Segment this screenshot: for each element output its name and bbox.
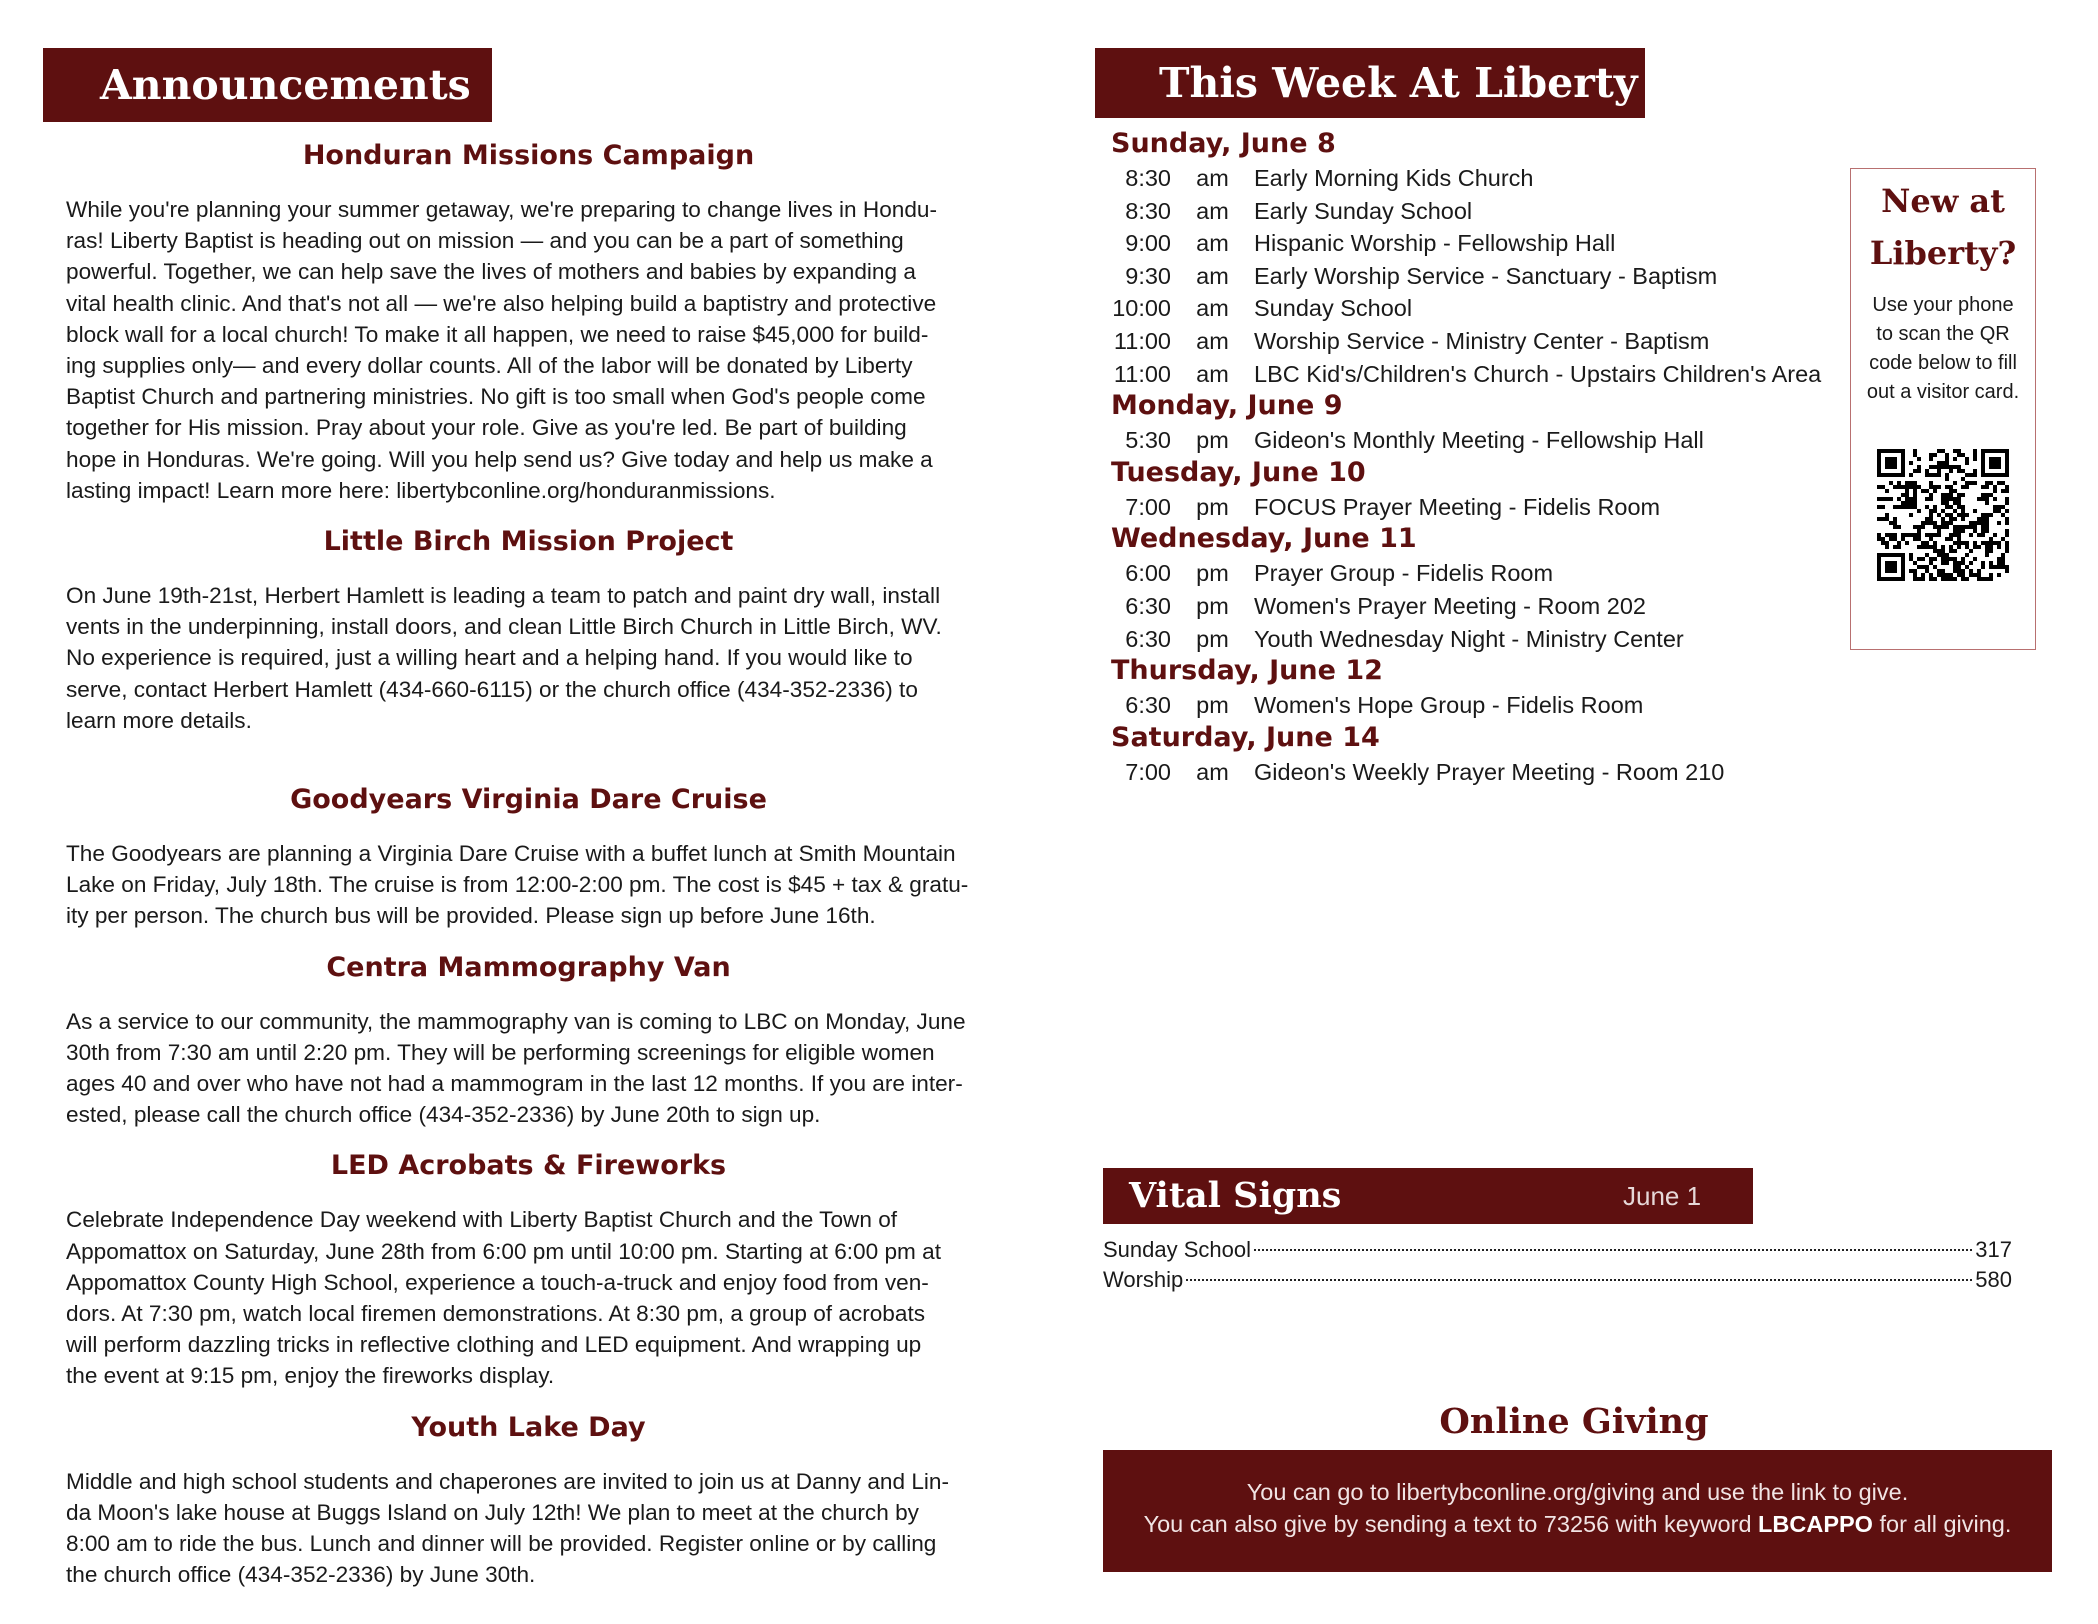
qr-code-icon[interactable] <box>1877 449 2009 581</box>
event-title: Early Morning Kids Church <box>1254 165 1534 191</box>
event-time: 7:00 <box>1125 493 1171 520</box>
vital-label: Worship <box>1103 1267 1184 1292</box>
event-time: 6:30 <box>1125 692 1171 719</box>
announcement-body <box>66 1006 991 1131</box>
announcement-body <box>66 1466 991 1591</box>
event-ampm: am <box>1196 327 1229 354</box>
announcement-line: No experience is required, just a willing heart and a helping hand. If you would like to <box>66 645 913 671</box>
leader-dots <box>1186 1279 1972 1281</box>
announcement-line: powerful. Together, we can help save the lives of mothers and babies by expanding a <box>66 259 916 285</box>
event-title: Prayer Group - Fidelis Room <box>1254 560 1554 587</box>
announcement-line: Lake on Friday, July 18th. The cruise is from 12:00-2:00 pm. The cost is $45 + tax & gratu- <box>66 872 969 898</box>
announcement-body <box>66 838 991 932</box>
event-ampm: pm <box>1196 692 1229 719</box>
announcement-line: Celebrate Independence Day weekend with Liberty Baptist Church and the Town of <box>66 1207 898 1233</box>
weekly-schedule <box>1111 128 1831 788</box>
announcement-line: Appomattox County High School, experience a touch-a-truck and enjoy food from ven- <box>66 1269 929 1295</box>
schedule-day-heading: Tuesday, June 10 <box>1111 456 1366 488</box>
announcement-line: On June 19th-21st, Herbert Hamlett is leading a team to patch and paint dry wall, install <box>66 583 941 609</box>
event-ampm: am <box>1196 262 1229 289</box>
event-ampm: pm <box>1196 625 1229 652</box>
schedule-day-heading: Sunday, June 8 <box>1111 128 1336 159</box>
event-title: Sunday School <box>1254 295 1413 322</box>
announcement-heading: Goodyears Virginia Dare Cruise <box>290 784 767 816</box>
event-title: Women's Prayer Meeting - Room 202 <box>1254 592 1646 619</box>
announcement-body <box>66 580 991 736</box>
schedule-event <box>1111 557 1831 590</box>
schedule-event <box>1111 162 1831 195</box>
announcement-line: vital health clinic. And that's not all — we're also helping build a baptistry and protective <box>66 290 937 316</box>
event-title: Hispanic Worship - Fellowship Hall <box>1254 230 1616 257</box>
event-title: Youth Wednesday Night - Ministry Center <box>1254 625 1684 652</box>
announcement-heading: Youth Lake Day <box>411 1411 646 1443</box>
event-time: 5:30 <box>1125 427 1171 454</box>
announcement-line: ages 40 and over who have not had a mammogram in the last 12 months. If you are inter- <box>66 1071 963 1097</box>
announcement-line: ing supplies only— and every dollar counts. All of the labor will be donated by Liberty <box>66 353 913 379</box>
vital-signs-date: June 1 <box>1623 1181 1702 1211</box>
announcement-line: Appomattox on Saturday, June 28th from 6:00 pm until 10:00 pm. Starting at 6:00 pm at <box>66 1238 941 1264</box>
announcement-line: da Moon's lake house at Buggs Island on July 12th! We plan to meet at the church by <box>66 1499 919 1525</box>
announcement-line: 8:00 am to ride the bus. Lunch and dinner will be provided. Register online or by calling <box>66 1531 937 1557</box>
event-ampm: pm <box>1196 592 1229 619</box>
announcement-heading: Centra Mammography Van <box>326 951 731 983</box>
announcement-line: Middle and high school students and chaperones are invited to join us at Danny and Lin- <box>66 1468 949 1494</box>
announcement-line: lasting impact! Learn more here: libertybconline.org/honduranmissions. <box>66 477 776 503</box>
event-time: 7:00 <box>1125 758 1171 785</box>
event-ampm: am <box>1196 360 1229 387</box>
event-title: LBC Kid's/Children's Church - Upstairs Children's Area <box>1254 360 1822 387</box>
giving-line-2: You can also give by sending a text to 73256 with keyword LBCAPPO for all giving. <box>1143 1511 2012 1537</box>
new-at-liberty-line: Use your phone <box>1872 294 2014 316</box>
announcement-line: 30th from 7:30 am until 2:20 pm. They will be performing screenings for eligible women <box>66 1039 935 1065</box>
announcement-line: hope in Honduras. We're going. Will you help send us? Give today and help us make a <box>66 446 933 472</box>
announcement-heading: Little Birch Mission Project <box>323 526 734 558</box>
new-at-liberty-line: code below to fill <box>1869 352 2017 374</box>
vital-signs-list <box>1103 1235 2012 1295</box>
event-title: Gideon's Monthly Meeting - Fellowship Hall <box>1254 427 1704 454</box>
event-time: 9:30 <box>1125 262 1171 289</box>
announcement-line: together for His mission. Pray about your role. Give as you're led. Be part of building <box>66 415 907 441</box>
announcement-line: Baptist Church and partnering ministries. No gift is too small when God's people come <box>66 384 926 410</box>
new-at-liberty-title: New at Liberty? <box>1869 182 2017 272</box>
event-title: FOCUS Prayer Meeting - Fidelis Room <box>1254 493 1661 520</box>
giving-keyword: LBCAPPO <box>1758 1511 1873 1537</box>
event-ampm: am <box>1196 758 1229 785</box>
event-time: 6:30 <box>1125 625 1171 652</box>
event-title: Early Sunday School <box>1254 197 1473 224</box>
event-title: Women's Hope Group - Fidelis Room <box>1254 692 1644 719</box>
new-at-liberty-text <box>1857 291 2029 407</box>
vital-signs-row <box>1103 1235 2012 1265</box>
announcement-line: learn more details. <box>66 707 252 733</box>
schedule-event <box>1111 689 1831 722</box>
schedule-event <box>1111 491 1831 524</box>
event-time: 11:00 <box>1113 360 1171 387</box>
event-ampm: am <box>1196 165 1229 191</box>
vital-signs-banner <box>1103 1168 1753 1224</box>
event-title: Gideon's Weekly Prayer Meeting - Room 210 <box>1254 758 1725 785</box>
event-time: 9:00 <box>1125 230 1171 257</box>
schedule-event <box>1111 623 1831 656</box>
schedule-event <box>1111 590 1831 623</box>
announcement-line: ity per person. The church bus will be provided. Please sign up before June 16th. <box>66 903 876 929</box>
announcement-body <box>66 1204 991 1391</box>
announcement-line: the church office (434-352-2336) by June 30th. <box>66 1562 536 1588</box>
leader-dots <box>1254 1249 1972 1251</box>
schedule-event <box>1111 260 1831 293</box>
announcement-line: dors. At 7:30 pm, watch local firemen demonstrations. At 8:30 pm, a group of acrobats <box>66 1301 926 1327</box>
schedule-day-heading: Monday, June 9 <box>1111 390 1343 422</box>
announcement-line: ras! Liberty Baptist is heading out on mission — and you can be a part of something <box>66 228 904 254</box>
new-at-liberty-box <box>1850 168 2036 650</box>
announcement-heading: LED Acrobats & Fireworks <box>330 1150 727 1182</box>
event-ampm: pm <box>1196 427 1229 454</box>
vital-value: 317 <box>1975 1237 2012 1262</box>
schedule-event <box>1111 424 1831 457</box>
schedule-event <box>1111 325 1831 358</box>
announcement-line: vents in the underpinning, install doors, and clean Little Birch Church in Little Birch, WV. <box>66 614 942 640</box>
announcement-line: While you're planning your summer getaway, we're preparing to change lives in Hondu- <box>66 197 937 222</box>
announcement-line: the event at 9:15 pm, enjoy the fireworks display. <box>66 1363 555 1389</box>
event-time: 8:30 <box>1125 197 1171 224</box>
schedule-event <box>1111 227 1831 260</box>
event-time: 6:30 <box>1125 592 1171 619</box>
announcement-line: As a service to our community, the mammography van is coming to LBC on Monday, June <box>66 1008 966 1034</box>
announcement-body <box>66 194 991 506</box>
event-time: 8:30 <box>1125 165 1171 191</box>
announcement-line: ested, please call the church office (434-352-2336) by June 20th to sign up. <box>66 1102 821 1128</box>
new-at-liberty-line: out a visitor card. <box>1866 381 2020 403</box>
new-at-liberty-line: to scan the QR <box>1876 323 2010 345</box>
event-ampm: am <box>1196 295 1229 322</box>
schedule-day-heading: Thursday, June 12 <box>1111 655 1383 687</box>
giving-line-1: You can go to libertybconline.org/giving and use the link to give. <box>1246 1479 1909 1505</box>
schedule-event <box>1111 358 1831 391</box>
event-time: 6:00 <box>1125 560 1171 587</box>
event-ampm: pm <box>1196 493 1229 520</box>
schedule-event <box>1111 756 1831 789</box>
vital-signs-row <box>1103 1265 2012 1295</box>
online-giving-box <box>1103 1450 2052 1572</box>
event-title: Early Worship Service - Sanctuary - Baptism <box>1254 262 1718 289</box>
online-giving-title: Online Giving <box>1439 1401 1709 1442</box>
vital-label: Sunday School <box>1103 1237 1251 1262</box>
announcement-line: block wall for a local church! To make it all happen, we need to raise $45,000 for build- <box>66 321 929 347</box>
vital-value: 580 <box>1975 1267 2012 1292</box>
event-ampm: am <box>1196 197 1229 224</box>
this-week-banner: This Week At Liberty <box>1095 48 1645 118</box>
event-title: Worship Service - Ministry Center - Baptism <box>1254 327 1710 354</box>
vital-signs-title: Vital Signs <box>1129 1175 1342 1216</box>
event-time: 10:00 <box>1112 295 1171 322</box>
announcement-line: will perform dazzling tricks in reflective clothing and LED equipment. And wrapping up <box>66 1332 922 1358</box>
event-time: 11:00 <box>1113 327 1171 354</box>
schedule-day-heading: Wednesday, June 11 <box>1111 523 1417 555</box>
announcement-heading: Honduran Missions Campaign <box>302 140 755 171</box>
announcement-line: serve, contact Herbert Hamlett (434-660-6115) or the church office (434-352-2336) to <box>66 676 918 702</box>
announcements-list <box>66 138 991 1597</box>
schedule-event <box>1111 195 1831 228</box>
event-ampm: am <box>1196 230 1229 257</box>
announcements-banner: Announcements <box>43 48 492 122</box>
announcement-line: The Goodyears are planning a Virginia Dare Cruise with a buffet lunch at Smith Mountain <box>66 841 956 867</box>
event-ampm: pm <box>1196 560 1229 587</box>
schedule-day-heading: Saturday, June 14 <box>1111 721 1380 753</box>
schedule-event <box>1111 292 1831 325</box>
